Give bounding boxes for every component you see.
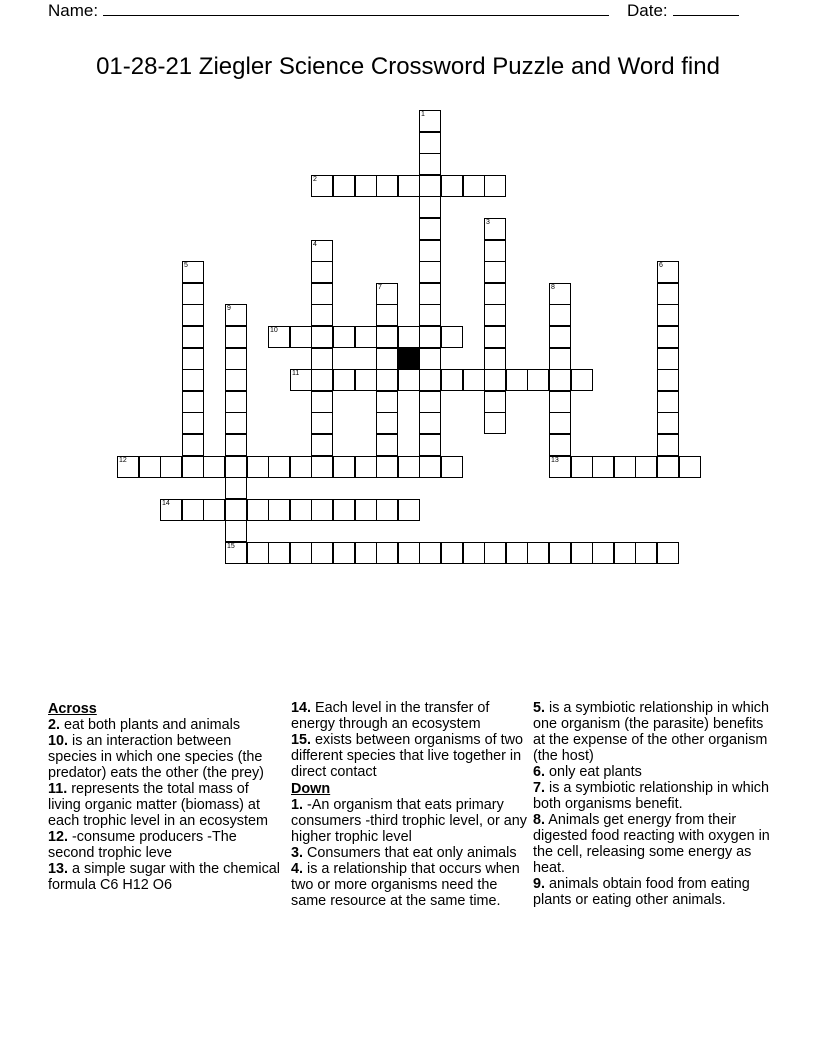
grid-cell[interactable] <box>549 412 571 434</box>
black-cell <box>398 348 420 370</box>
grid-cell[interactable] <box>419 434 441 456</box>
grid-cell[interactable] <box>311 240 333 262</box>
grid-cell[interactable] <box>419 261 441 283</box>
grid-cell[interactable] <box>419 369 441 391</box>
grid-cell[interactable] <box>182 456 204 478</box>
grid-cell[interactable] <box>549 456 571 478</box>
grid-cell[interactable] <box>441 456 463 478</box>
grid-cell[interactable] <box>333 175 355 197</box>
grid-cell[interactable] <box>225 326 247 348</box>
clue-number: 3 <box>486 219 490 226</box>
grid-cell[interactable] <box>635 456 657 478</box>
down-heading: Down <box>291 781 331 797</box>
grid-cell[interactable] <box>182 348 204 370</box>
grid-cell[interactable] <box>311 456 333 478</box>
grid-cell[interactable] <box>311 412 333 434</box>
grid-cell[interactable] <box>657 304 679 326</box>
grid-cell[interactable] <box>484 348 506 370</box>
clue-number: 11 <box>292 370 300 377</box>
grid-cell[interactable] <box>441 326 463 348</box>
clue-down-7: 7. is a symbiotic relationship in which both organisms benefit. <box>533 780 769 812</box>
clue-number: 10 <box>270 327 278 334</box>
clue-across-10: 10. is an interaction between species in which one species (the predator) eats the other (the prey) <box>48 733 264 781</box>
grid-cell[interactable] <box>376 348 398 370</box>
grid-cell[interactable] <box>657 542 679 564</box>
grid-cell[interactable] <box>311 369 333 391</box>
grid-cell[interactable] <box>419 391 441 413</box>
clue-number: 4 <box>313 241 317 248</box>
clue-number: 13 <box>551 457 559 464</box>
date-label: Date: <box>627 1 668 20</box>
grid-cell[interactable] <box>441 369 463 391</box>
grid-cell[interactable] <box>549 348 571 370</box>
grid-cell[interactable] <box>355 326 377 348</box>
grid-cell[interactable] <box>203 499 225 521</box>
grid-cell[interactable] <box>657 348 679 370</box>
grid-cell[interactable] <box>182 261 204 283</box>
grid-cell[interactable] <box>484 240 506 262</box>
grid-cell[interactable] <box>549 304 571 326</box>
grid-cell[interactable] <box>679 456 701 478</box>
grid-cell[interactable] <box>657 456 679 478</box>
grid-cell[interactable] <box>376 456 398 478</box>
grid-cell[interactable] <box>225 499 247 521</box>
grid-cell[interactable] <box>657 283 679 305</box>
grid-cell[interactable] <box>182 412 204 434</box>
grid-cell[interactable] <box>290 499 312 521</box>
grid-cell[interactable] <box>419 304 441 326</box>
clue-number: 7 <box>378 284 382 291</box>
grid-cell[interactable] <box>225 391 247 413</box>
clue-number: 15 <box>227 543 235 550</box>
grid-cell[interactable] <box>484 542 506 564</box>
grid-cell[interactable] <box>549 542 571 564</box>
grid-cell[interactable] <box>311 326 333 348</box>
grid-cell[interactable] <box>419 110 441 132</box>
grid-cell[interactable] <box>225 520 247 542</box>
grid-cell[interactable] <box>506 369 528 391</box>
grid-cell[interactable] <box>549 283 571 305</box>
grid-cell[interactable] <box>635 542 657 564</box>
grid-cell[interactable] <box>268 542 290 564</box>
grid-cell[interactable] <box>571 456 593 478</box>
grid-cell[interactable] <box>311 283 333 305</box>
grid-cell[interactable] <box>398 456 420 478</box>
grid-cell[interactable] <box>592 456 614 478</box>
grid-cell[interactable] <box>657 261 679 283</box>
clue-down-8: 8. Animals get energy from their digested food reacting with oxygen in the cell, releasing some energy as heat. <box>533 812 770 876</box>
grid-cell[interactable] <box>355 542 377 564</box>
grid-cell[interactable] <box>419 153 441 175</box>
clue-number: 12 <box>119 457 127 464</box>
grid-cell[interactable] <box>355 456 377 478</box>
clue-across-14: 14. Each level in the transfer of energy through an ecosystem <box>291 700 490 732</box>
clues-column-1 <box>48 700 280 893</box>
grid-cell[interactable] <box>506 542 528 564</box>
grid-cell[interactable] <box>657 412 679 434</box>
grid-cell[interactable] <box>549 434 571 456</box>
grid-cell[interactable] <box>268 499 290 521</box>
grid-cell[interactable] <box>311 348 333 370</box>
grid-cell[interactable] <box>311 499 333 521</box>
grid-cell[interactable] <box>182 391 204 413</box>
grid-cell[interactable] <box>484 369 506 391</box>
grid-cell[interactable] <box>355 499 377 521</box>
grid-cell[interactable] <box>484 218 506 240</box>
grid-cell[interactable] <box>592 542 614 564</box>
clue-number: 14 <box>162 500 170 507</box>
grid-cell[interactable] <box>225 369 247 391</box>
grid-cell[interactable] <box>355 369 377 391</box>
grid-cell[interactable] <box>182 304 204 326</box>
grid-cell[interactable] <box>419 132 441 154</box>
grid-cell[interactable] <box>182 283 204 305</box>
grid-cell[interactable] <box>657 391 679 413</box>
grid-cell[interactable] <box>376 434 398 456</box>
grid-cell[interactable] <box>398 175 420 197</box>
page-title: 01-28-21 Ziegler Science Crossword Puzzle and Word find <box>96 53 720 80</box>
grid-cell[interactable] <box>290 326 312 348</box>
grid-cell[interactable] <box>398 499 420 521</box>
clue-across-2: 2. eat both plants and animals <box>48 717 241 733</box>
grid-cell[interactable] <box>398 326 420 348</box>
grid-cell[interactable] <box>419 456 441 478</box>
grid-cell[interactable] <box>160 499 182 521</box>
grid-cell[interactable] <box>117 456 139 478</box>
clue-number: 6 <box>659 262 663 269</box>
grid-cell[interactable] <box>182 369 204 391</box>
grid-cell[interactable] <box>182 326 204 348</box>
grid-cell[interactable] <box>614 456 636 478</box>
grid-cell[interactable] <box>225 412 247 434</box>
grid-cell[interactable] <box>182 434 204 456</box>
grid-cell[interactable] <box>225 434 247 456</box>
grid-cell[interactable] <box>657 326 679 348</box>
clue-number: 8 <box>551 284 555 291</box>
clue-number: 9 <box>227 305 231 312</box>
clue-number: 1 <box>421 111 425 118</box>
grid-cell[interactable] <box>247 456 269 478</box>
grid-cell[interactable] <box>225 542 247 564</box>
grid-cell[interactable] <box>247 542 269 564</box>
grid-cell[interactable] <box>225 456 247 478</box>
grid-cell[interactable] <box>290 542 312 564</box>
grid-cell[interactable] <box>484 261 506 283</box>
clue-across-15: 15. exists between organisms of two different species that live together in direct contact <box>291 732 523 780</box>
clue-down-3: 3. Consumers that eat only animals <box>291 845 517 861</box>
grid-cell[interactable] <box>484 175 506 197</box>
grid-cell[interactable] <box>376 283 398 305</box>
grid-cell[interactable] <box>311 304 333 326</box>
grid-cell[interactable] <box>463 175 485 197</box>
grid-cell[interactable] <box>484 391 506 413</box>
grid-cell[interactable] <box>311 391 333 413</box>
grid-cell[interactable] <box>398 369 420 391</box>
grid-cell[interactable] <box>376 412 398 434</box>
grid-cell[interactable] <box>268 456 290 478</box>
clues-column-3 <box>533 700 773 908</box>
clue-down-4: 4. is a relationship that occurs when two or more organisms need the same resource at the same time. <box>291 861 520 909</box>
grid-cell[interactable] <box>160 456 182 478</box>
grid-cell[interactable] <box>657 434 679 456</box>
grid-cell[interactable] <box>333 326 355 348</box>
grid-cell[interactable] <box>419 412 441 434</box>
grid-cell[interactable] <box>376 304 398 326</box>
grid-cell[interactable] <box>376 175 398 197</box>
grid-cell[interactable] <box>484 283 506 305</box>
grid-cell[interactable] <box>311 542 333 564</box>
grid-cell[interactable] <box>463 369 485 391</box>
grid-cell[interactable] <box>376 326 398 348</box>
grid-cell[interactable] <box>398 542 420 564</box>
grid-cell[interactable] <box>225 304 247 326</box>
grid-cell[interactable] <box>571 369 593 391</box>
grid-cell[interactable] <box>484 304 506 326</box>
grid-cell[interactable] <box>290 456 312 478</box>
clue-down-6: 6. only eat plants <box>533 764 642 780</box>
grid-cell[interactable] <box>333 542 355 564</box>
clue-down-5: 5. is a symbiotic relationship in which one organism (the parasite) benefits at the expense of the other organism (the host) <box>533 700 769 764</box>
grid-cell[interactable] <box>182 499 204 521</box>
grid-cell[interactable] <box>419 542 441 564</box>
grid-cell[interactable] <box>419 240 441 262</box>
grid-cell[interactable] <box>484 412 506 434</box>
clue-number: 2 <box>313 176 317 183</box>
grid-cell[interactable] <box>139 456 161 478</box>
clue-down-9: 9. animals obtain food from eating plants or eating other animals. <box>533 876 750 908</box>
grid-cell[interactable] <box>527 542 549 564</box>
grid-cell[interactable] <box>419 175 441 197</box>
grid-cell[interactable] <box>549 326 571 348</box>
grid-cell[interactable] <box>333 499 355 521</box>
grid-cell[interactable] <box>225 477 247 499</box>
grid-cell[interactable] <box>549 391 571 413</box>
grid-cell[interactable] <box>419 326 441 348</box>
grid-cell[interactable] <box>268 326 290 348</box>
grid-cell[interactable] <box>247 499 269 521</box>
grid-cell[interactable] <box>419 196 441 218</box>
grid-cell[interactable] <box>463 542 485 564</box>
grid-cell[interactable] <box>571 542 593 564</box>
grid-cell[interactable] <box>311 261 333 283</box>
grid-cell[interactable] <box>549 369 571 391</box>
grid-cell[interactable] <box>441 542 463 564</box>
grid-cell[interactable] <box>355 175 377 197</box>
grid-cell[interactable] <box>203 456 225 478</box>
grid-cell[interactable] <box>225 348 247 370</box>
grid-cell[interactable] <box>614 542 636 564</box>
grid-cell[interactable] <box>419 283 441 305</box>
name-label: Name: <box>48 1 99 20</box>
clues-column-2 <box>291 700 527 909</box>
across-heading: Across <box>48 701 97 717</box>
grid-cell[interactable] <box>376 369 398 391</box>
clue-across-11: 11. represents the total mass of living organic matter (biomass) at each trophic level in an ecosystem <box>48 781 268 829</box>
grid-cell[interactable] <box>311 175 333 197</box>
grid-cell[interactable] <box>527 369 549 391</box>
grid-cell[interactable] <box>376 499 398 521</box>
grid-cell[interactable] <box>376 391 398 413</box>
grid-cell[interactable] <box>441 175 463 197</box>
grid-cell[interactable] <box>311 434 333 456</box>
clue-across-13: 13. a simple sugar with the chemical formula C6 H12 O6 <box>48 861 280 893</box>
clue-across-12: 12. -consume producers -The second trophic leve <box>48 829 237 861</box>
clue-down-1: 1. -An organism that eats primary consumers -third trophic level, or any higher trophic level <box>291 797 527 845</box>
grid-cell[interactable] <box>376 542 398 564</box>
grid-cell[interactable] <box>657 369 679 391</box>
clue-number: 5 <box>184 262 188 269</box>
grid-cell[interactable] <box>419 218 441 240</box>
grid-cell[interactable] <box>333 369 355 391</box>
grid-cell[interactable] <box>290 369 312 391</box>
grid-cell[interactable] <box>484 326 506 348</box>
grid-cell[interactable] <box>333 456 355 478</box>
grid-cell[interactable] <box>419 348 441 370</box>
